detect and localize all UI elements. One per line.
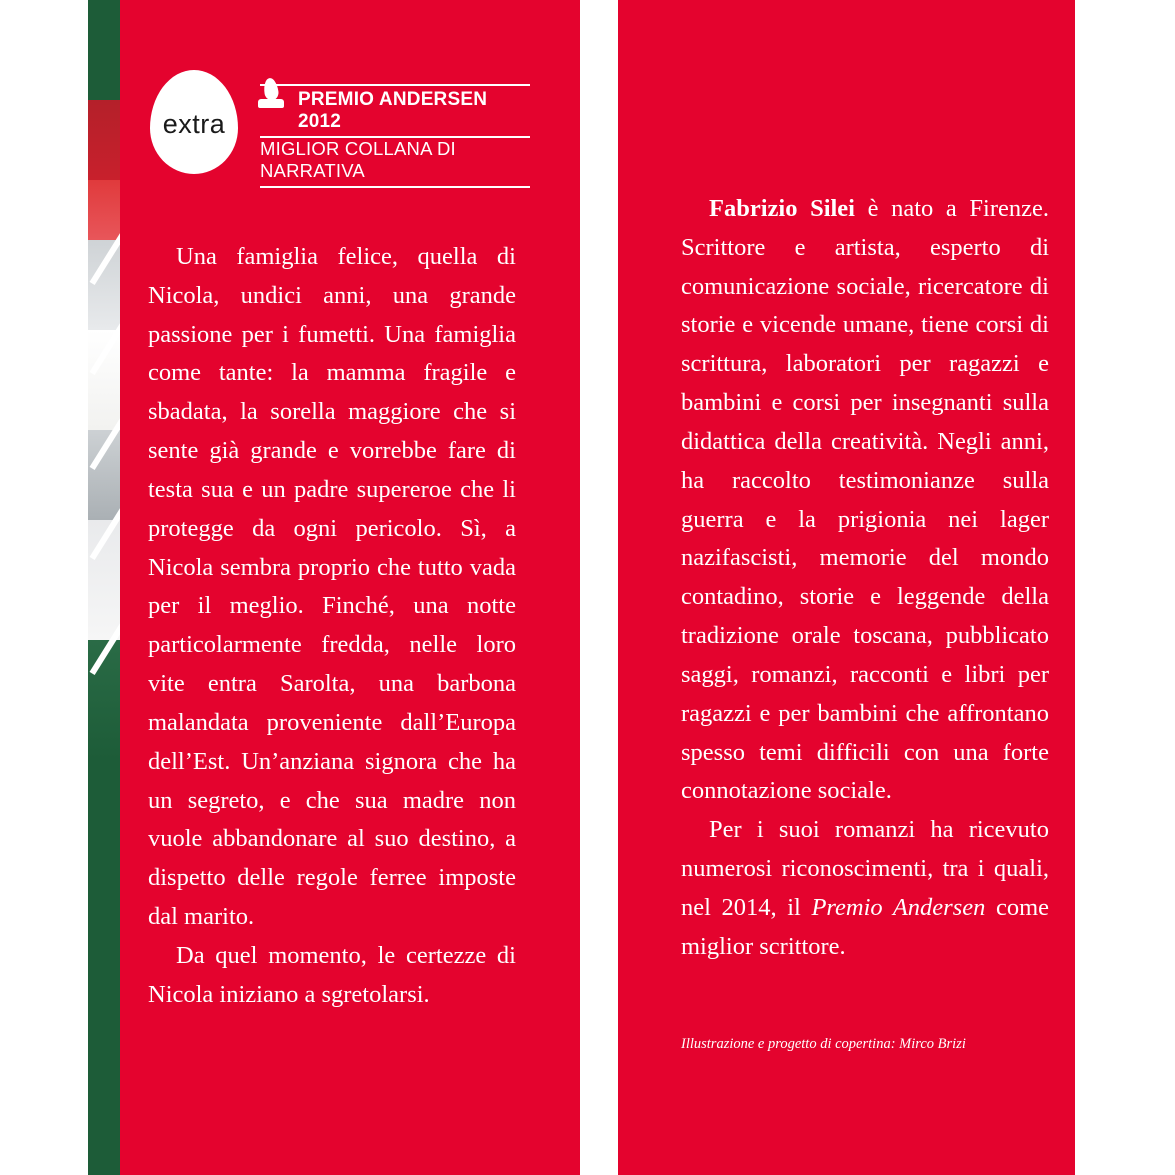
author-name: Fabrizio Silei	[709, 195, 855, 222]
logo-row	[150, 70, 550, 180]
illustration-diagonal-4	[90, 506, 120, 560]
extra-series-badge	[150, 70, 238, 174]
extra-series-label: extra	[162, 108, 226, 139]
award-line-2: MIGLIOR COLLANA DI NARRATIVA	[260, 137, 456, 181]
andersen-award-block	[260, 84, 530, 188]
bio-paragraph-2-part2: come miglior scrittore.	[681, 893, 1050, 960]
illustration-diagonal-3	[90, 416, 120, 470]
award-title-italic: Premio Andersen	[811, 893, 986, 921]
illustration-diagonal-1	[90, 231, 120, 285]
bio-paragraph-1-rest: è nato a Firenze. Scrittore e artista, esperto di comunicazione sociale, ricercatore di storie e vicende umane, tiene corsi di scrittura, laboratori per ragazzi e bambini e corsi per insegnanti sulla didattica della creatività. Negli anni, ha raccolto testimonianze sulla guerra e la prigionia nei lager nazifascisti, memorie del mondo contadino, storie e leggende della tradizione orale toscana, pubblicato saggi, romanzi, racconti e libri per ragazzi e per bambini che affrontano spesso temi difficili con una forte connotazione sociale.	[681, 195, 1049, 805]
bio-paragraph-1	[681, 190, 1049, 811]
cover-credit: Illustrazione e progetto di copertina: Mirco Brizi	[681, 1036, 966, 1052]
illustration-diagonal-5	[90, 621, 120, 675]
award-rule-bottom	[260, 186, 530, 188]
left-white-margin	[0, 0, 88, 1175]
blurb-paragraph-2: Da quel momento, le certezze di Nicola iniziano a sgretolarsi.	[148, 941, 516, 1008]
right-white-margin	[1075, 0, 1175, 1175]
back-cover-blurb	[148, 238, 516, 1015]
blurb-paragraph-1: Una famiglia felice, quella di Nicola, undici anni, una grande passione per i fumetti. Una famiglia come tante: la mamma fragile e sbadata, la sorella maggiore che si sente già grande e vorrebbe fare di testa sua e un padre supereroe che li protegge da ogni pericolo. Sì, a Nicola sembra proprio che tutto vada per il meglio. Finché, una notte particolarmente fredda, nelle loro vite entra Sarolta, una barbona malandata proveniente dall’Europa dell’Est. Un’anziana signora che ha un segreto, e che sua madre non vuole abbandonare al suo destino, a dispetto delle regole ferree imposte dal marito.	[148, 243, 516, 931]
illustration-diagonal-2	[90, 321, 120, 375]
award-line-1: PREMIO ANDERSEN 2012	[298, 89, 488, 132]
author-bio	[681, 190, 1049, 967]
award-rule-top	[260, 84, 530, 86]
bio-paragraph-2	[681, 811, 1049, 966]
bio-paragraph-2-part1: Per i suoi romanzi ha ricevuto numerosi riconoscimenti, tra i quali, nel 2014, il	[681, 816, 1049, 921]
spine-gutter	[580, 0, 618, 1175]
cover-illustration-strip	[88, 0, 120, 1175]
